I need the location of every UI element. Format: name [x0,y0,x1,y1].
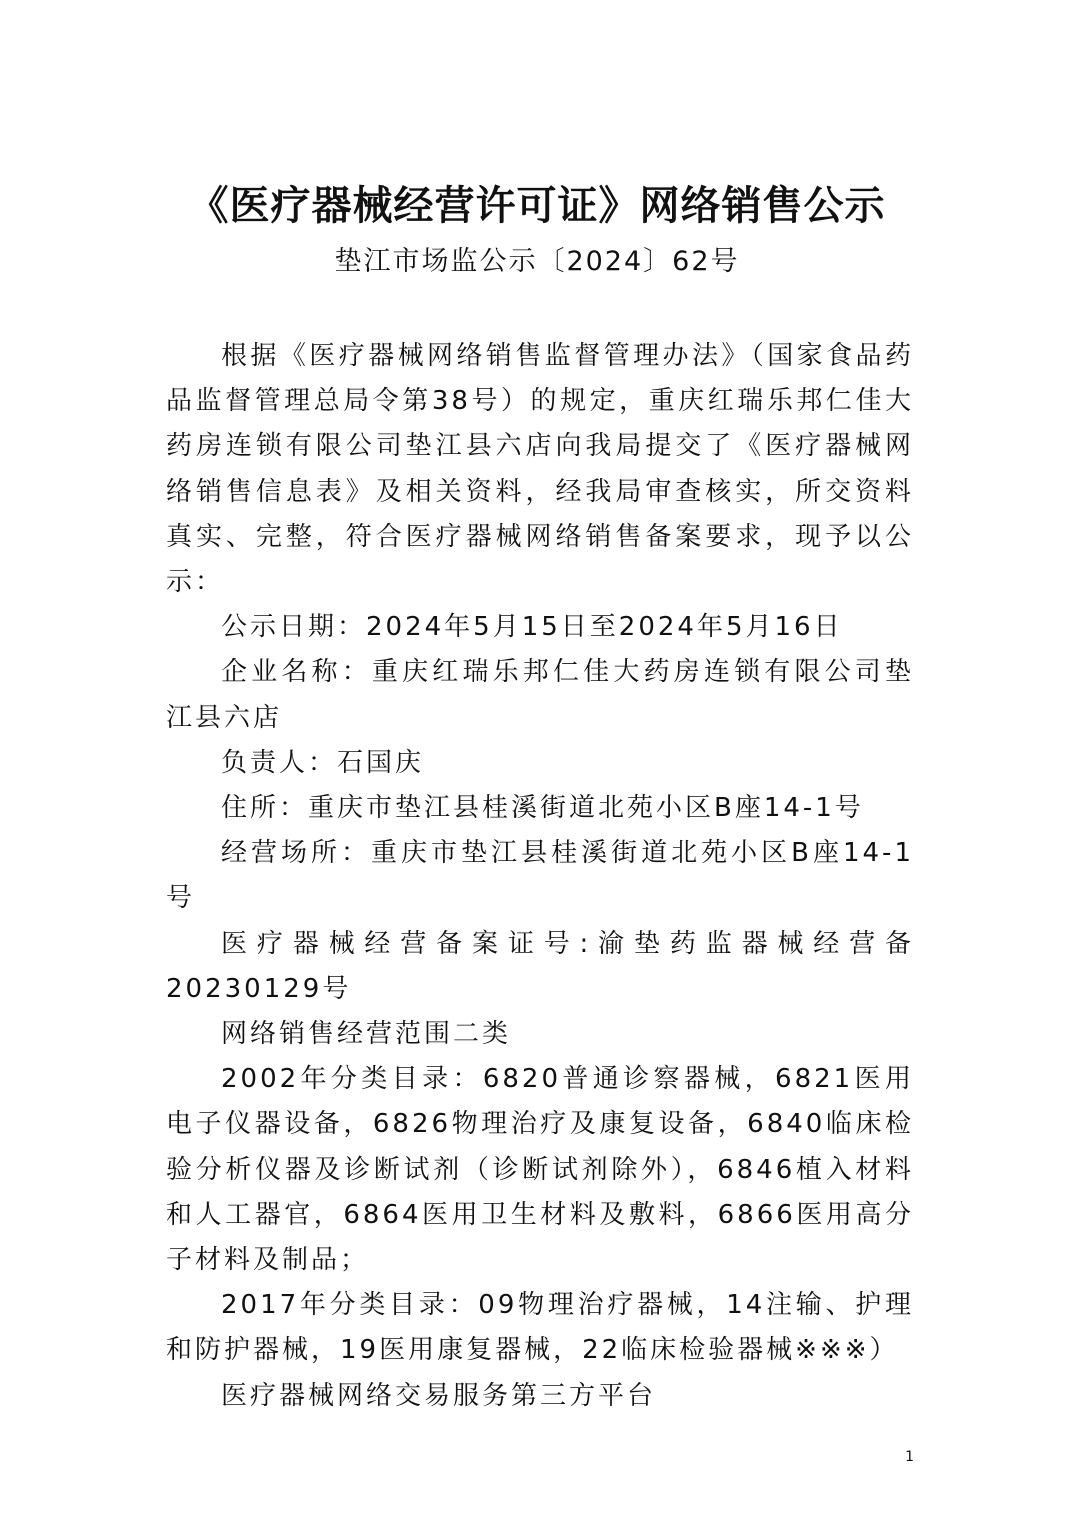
document-title: 《医疗器械经营许可证》网络销售公示 [188,183,886,229]
third-party-platform-heading: 医疗器械网络交易服务第三方平台 [221,1380,657,1411]
responsible-person: 负责人：石国庆 [221,747,425,778]
business-premises: 经营场所：重庆市垫江县桂溪街道北苑小区B座14-1号 [166,838,914,914]
company-name: 企业名称：重庆红瑞乐邦仁佳大药房连锁有限公司垫江县六店 [166,657,914,733]
intro-paragraph: 根据《医疗器械网络销售监督管理办法》（国家食品药品监督管理总局令第38号）的规定，重庆红瑞乐邦仁佳大药房连锁有限公司垫江县六店向我局提交了《医疗器械网络销售信息表》及相关资料，经我局审查核实，所交资料真实、完整，符合医疗器械网络销售备案要求，现予以公示： [166,341,914,598]
catalog-2002: 2002年分类目录：6820普通诊察器械，6821医用电子仪器设备，6826物理治疗及康复设备，6840临床检验分析仪器及诊断试剂（诊断试剂除外），6846植入材料和人工器官，6864医用卫生材料及敷料，6866医用高分子材料及制品； [166,1064,914,1276]
catalog-2017: 2017年分类目录：09物理治疗器械，14注输、护理和防护器械，19医用康复器械，22临床检验器械※※※） [166,1290,914,1366]
document-number: 垫江市场监公示〔2024〕62号 [334,246,740,277]
document-body [166,334,914,1419]
online-sales-scope-heading: 网络销售经营范围二类 [221,1019,512,1050]
publicity-date: 公示日期：2024年5月15日至2024年5月16日 [221,612,843,643]
page-number: 1 [905,1449,914,1465]
residence-address: 住所：重庆市垫江县桂溪街道北苑小区B座14-1号 [221,793,864,824]
filing-certificate-number: 医疗器械经营备案证号:渝垫药监器械经营备20230129号 [166,928,914,1004]
